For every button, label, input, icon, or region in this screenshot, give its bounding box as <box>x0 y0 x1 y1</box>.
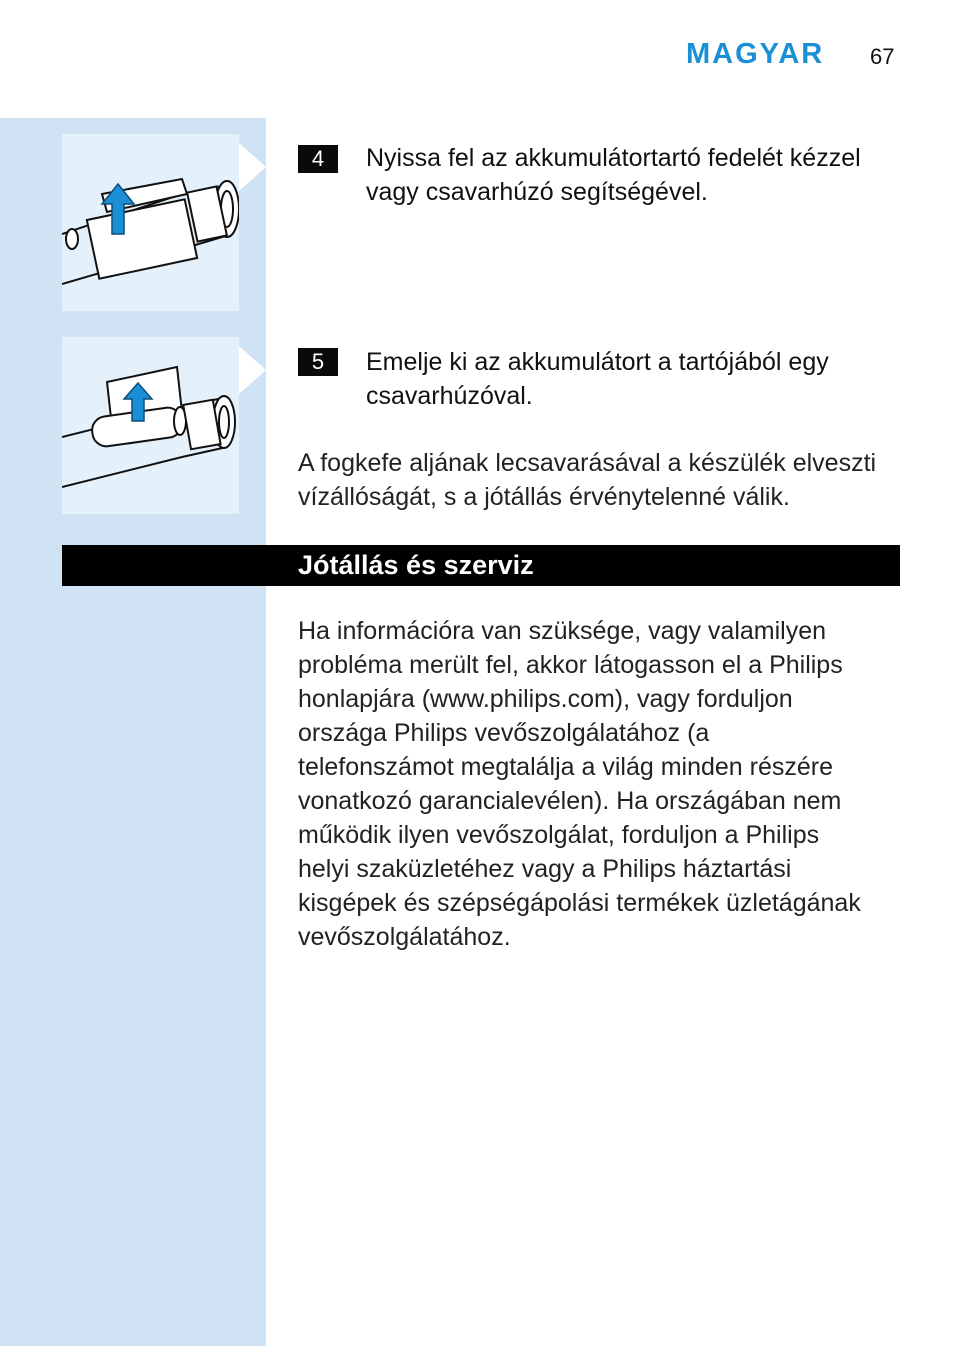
language-label: MAGYAR <box>686 38 825 70</box>
body-line: kisgépek és szépségápolási termékek üzletágának <box>298 889 861 917</box>
section-body <box>298 614 898 954</box>
body-line: telefonszámot megtalálja a világ minden részére <box>298 753 833 781</box>
page-number: 67 <box>870 44 895 69</box>
body-line: probléma merült fel, akkor látogasson el a Philips <box>298 651 843 679</box>
illustration-remove-battery <box>62 337 239 514</box>
callout-pointer <box>239 346 266 394</box>
step-number-4: 4 <box>298 145 338 173</box>
body-line: vonatkozó garancialevélen). Ha országában nem <box>298 787 842 815</box>
section-title: Jótállás és szerviz <box>298 550 534 580</box>
callout-pointer <box>239 143 266 191</box>
step-number-5: 5 <box>298 348 338 376</box>
body-line: vevőszolgálatához. <box>298 923 511 951</box>
warning-note: A fogkefe aljának lecsavarásával a készülék elveszti vízállóságát, s a jótállás érvénytelenné válik. <box>298 449 877 511</box>
body-line: országa Philips vevőszolgálatához (a <box>298 719 710 747</box>
step-text-4: Nyissa fel az akkumulátortartó fedelét kézzel vagy csavarhúzó segítségével. <box>366 144 861 206</box>
body-line: honlapjára (www.philips.com), vagy forduljon <box>298 685 793 713</box>
body-line: Ha információra van szüksége, vagy valamilyen <box>298 617 827 645</box>
step-text-5: Emelje ki az akkumulátort a tartójából egy csavarhúzóval. <box>366 348 829 410</box>
body-line: helyi szaküzletéhez vagy a Philips háztartási <box>298 855 792 883</box>
body-line: működik ilyen vevőszolgálat, forduljon a Philips <box>298 821 820 849</box>
illustration-open-cover <box>62 134 239 311</box>
